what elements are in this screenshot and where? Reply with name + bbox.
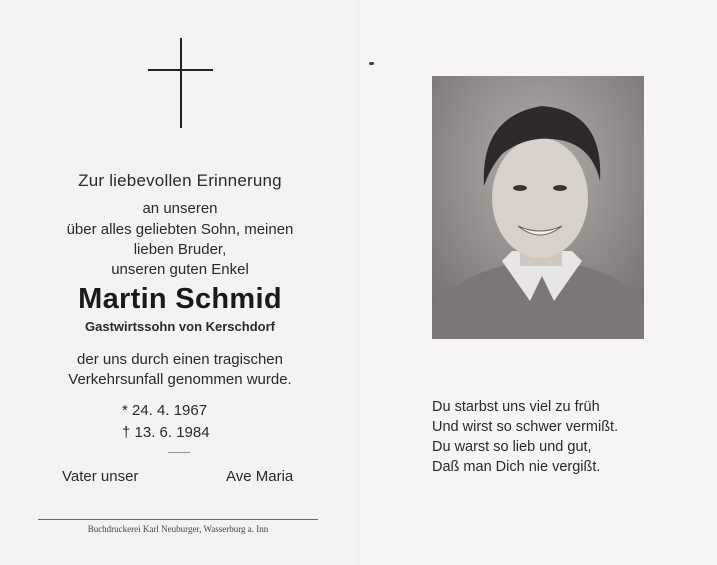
prayer-ave-maria: Ave Maria (226, 468, 294, 485)
paper-speck (369, 62, 374, 65)
cross-icon (148, 38, 214, 130)
poem-line: Du warst so lieb und gut, (432, 439, 592, 455)
death-date: † 13. 6. 1984 (122, 424, 210, 441)
divider (168, 452, 190, 453)
deceased-subtitle: Gastwirtssohn von Kerschdorf (85, 319, 275, 334)
printer-imprint: Buchdruckerei Karl Neuburger, Wasserburg a. Inn (87, 524, 269, 534)
description-line: Verkehrsunfall genommen wurde. (68, 371, 292, 388)
intro-line: unseren guten Enkel (111, 261, 249, 278)
prayer-vater-unser: Vater unser (62, 468, 139, 485)
poem-line: Daß man Dich nie vergißt. (432, 459, 601, 475)
deceased-name: Martin Schmid (78, 283, 282, 315)
printer-divider (38, 519, 318, 520)
portrait-photo (432, 76, 644, 339)
intro-line: an unseren (142, 200, 218, 217)
heading: Zur liebevollen Erinnerung (78, 171, 282, 190)
birth-date: * 24. 4. 1967 (122, 402, 208, 419)
poem-line: Du starbst uns viel zu früh (432, 399, 600, 415)
description-line: der uns durch einen tragischen (77, 351, 283, 368)
poem-line: Und wirst so schwer vermißt. (432, 419, 619, 435)
intro-line: lieben Bruder, (133, 241, 227, 258)
intro-line: über alles geliebten Sohn, meinen (66, 221, 294, 238)
